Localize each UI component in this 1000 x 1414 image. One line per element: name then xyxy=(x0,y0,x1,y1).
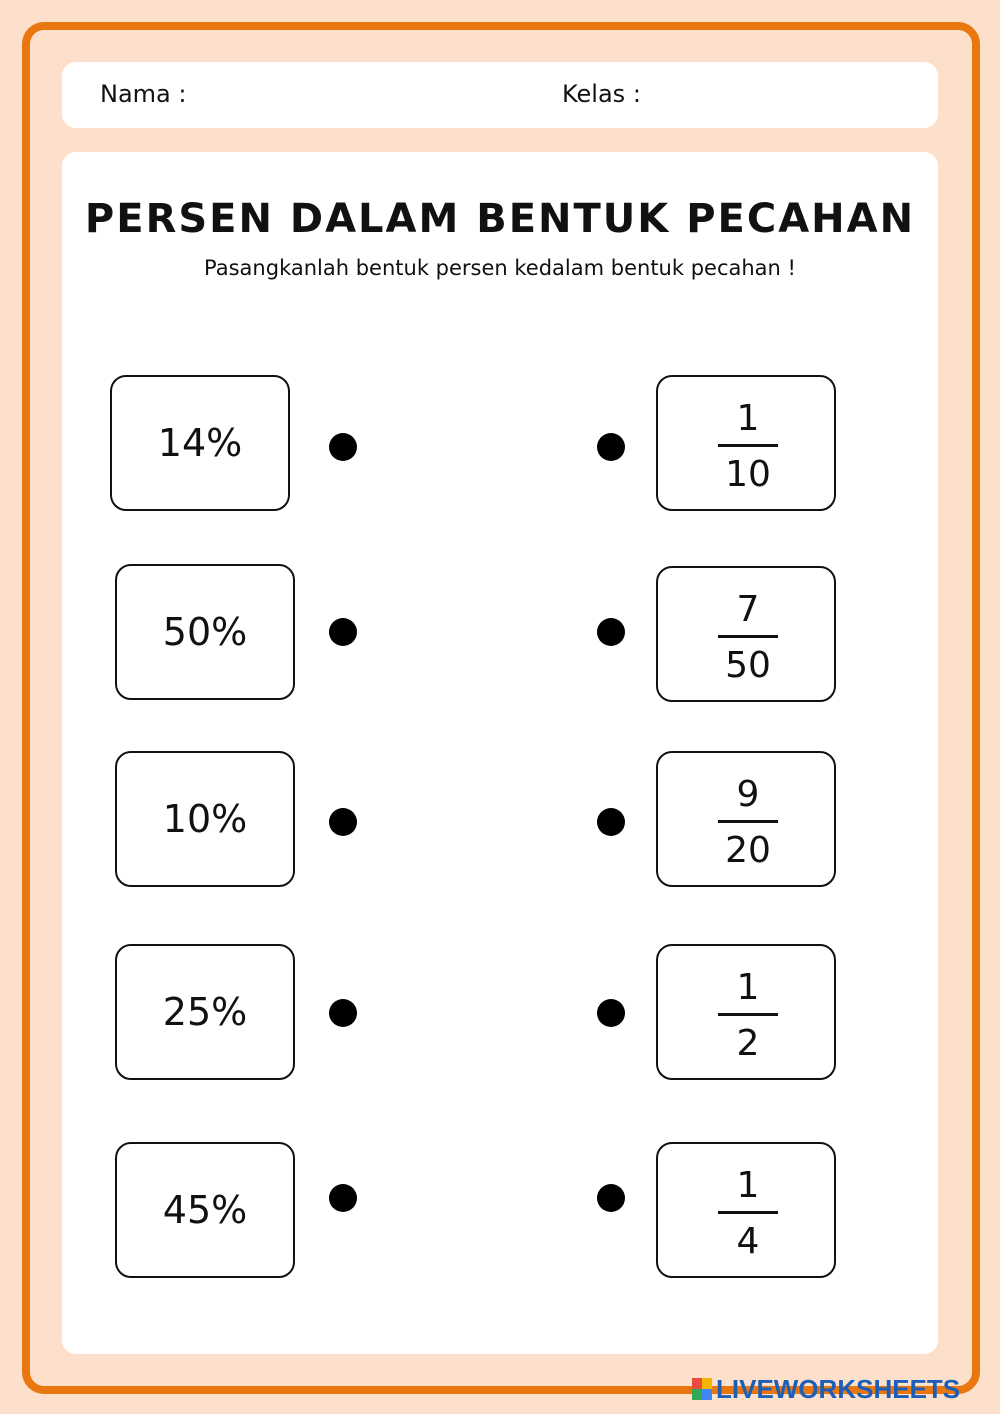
fraction-box xyxy=(656,566,836,702)
fraction xyxy=(658,946,834,1078)
left-match-dot[interactable] xyxy=(329,999,357,1027)
fraction-box xyxy=(656,375,836,511)
fraction-bar xyxy=(718,635,778,638)
fraction xyxy=(658,377,834,509)
fraction-denominator: 50 xyxy=(725,645,771,686)
right-match-dot[interactable] xyxy=(597,1184,625,1212)
name-label: Nama : xyxy=(100,80,187,108)
fraction-box xyxy=(656,1142,836,1278)
fraction-bar xyxy=(718,1013,778,1016)
percent-value: 10% xyxy=(162,797,248,841)
class-label: Kelas : xyxy=(562,80,641,108)
percent-box xyxy=(115,1142,295,1278)
fraction xyxy=(658,1144,834,1276)
percent-box xyxy=(115,944,295,1080)
brand-name: LIVEWORKSHEETS xyxy=(716,1373,961,1404)
fraction-numerator: 1 xyxy=(736,1165,760,1206)
fraction-denominator: 10 xyxy=(725,454,771,495)
right-match-dot[interactable] xyxy=(597,433,625,461)
fraction xyxy=(658,568,834,700)
percent-box xyxy=(110,375,290,511)
percent-box xyxy=(115,564,295,700)
fraction-numerator: 1 xyxy=(736,967,760,1008)
fraction xyxy=(658,753,834,885)
fraction-numerator: 1 xyxy=(736,398,760,439)
fraction-denominator: 2 xyxy=(736,1023,760,1064)
student-info-card xyxy=(62,62,938,128)
fraction-bar xyxy=(718,444,778,447)
fraction-numerator: 7 xyxy=(736,589,760,630)
fraction-bar xyxy=(718,820,778,823)
fraction-box xyxy=(656,751,836,887)
right-match-dot[interactable] xyxy=(597,999,625,1027)
left-match-dot[interactable] xyxy=(329,618,357,646)
right-match-dot[interactable] xyxy=(597,808,625,836)
fraction-denominator: 20 xyxy=(725,830,771,871)
percent-value: 25% xyxy=(162,990,248,1034)
worksheet-title: PERSEN DALAM BENTUK PECAHAN xyxy=(84,196,916,242)
fraction-numerator: 9 xyxy=(736,774,760,815)
left-match-dot[interactable] xyxy=(329,808,357,836)
liveworksheets-brand[interactable] xyxy=(692,1374,960,1404)
fraction-denominator: 4 xyxy=(736,1221,760,1262)
worksheet-instruction: Pasangkanlah bentuk persen kedalam bentuk pecahan ! xyxy=(204,256,796,280)
right-match-dot[interactable] xyxy=(597,618,625,646)
percent-value: 45% xyxy=(162,1188,248,1232)
percent-box xyxy=(115,751,295,887)
fraction-box xyxy=(656,944,836,1080)
fraction-bar xyxy=(718,1211,778,1214)
left-match-dot[interactable] xyxy=(329,433,357,461)
percent-value: 50% xyxy=(162,610,248,654)
percent-value: 14% xyxy=(157,421,243,465)
left-match-dot[interactable] xyxy=(329,1184,357,1212)
liveworksheets-logo-icon xyxy=(692,1378,712,1400)
